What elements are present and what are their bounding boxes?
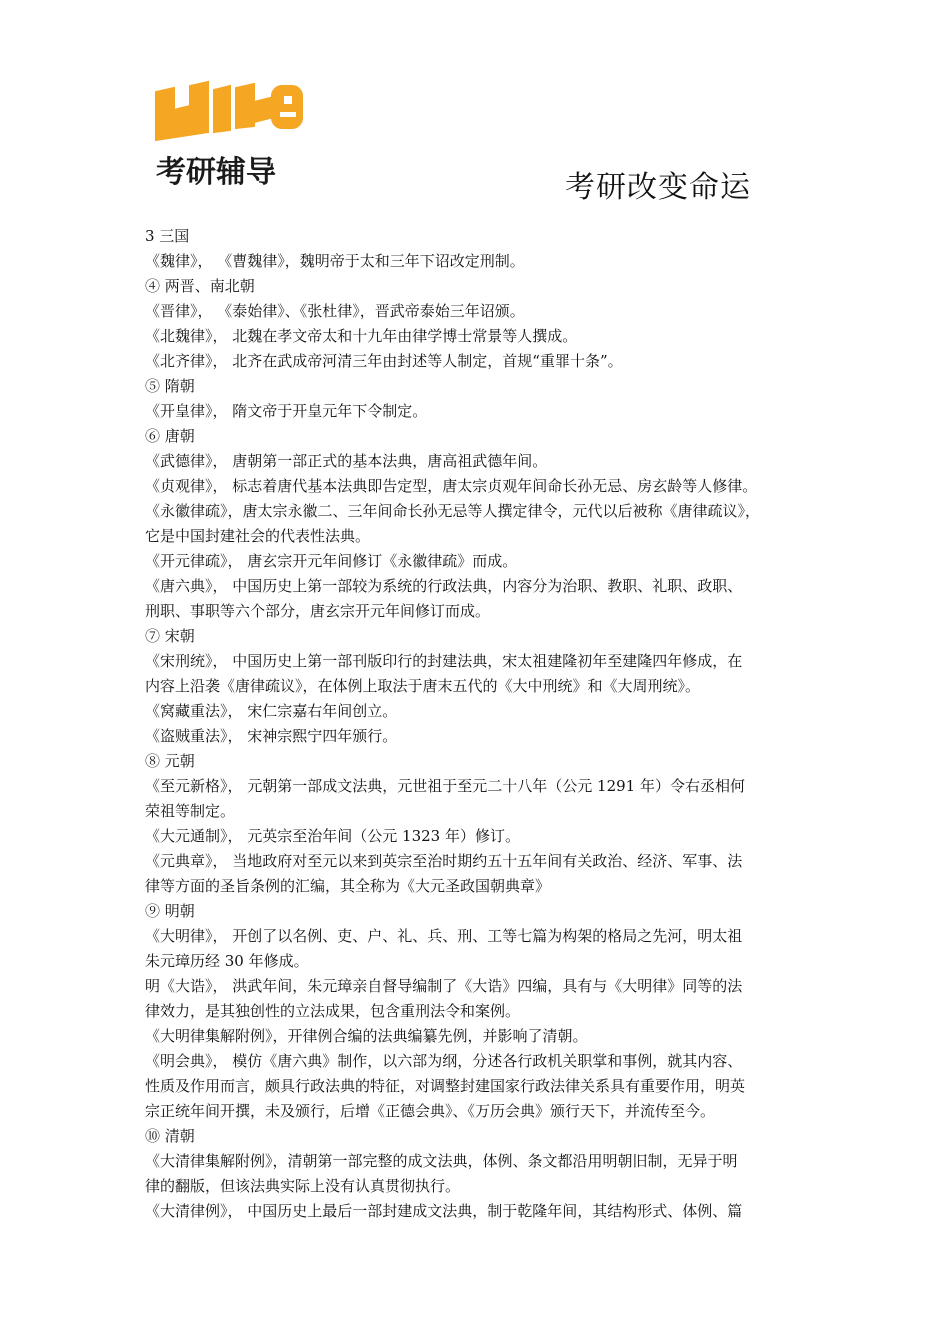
text-line: ④ 两晋、南北朝 bbox=[145, 277, 255, 295]
text-line: 《晋律》， 《泰始律》、《张杜律》，晋武帝泰始三年诏颁。 bbox=[145, 302, 525, 320]
text-line: 它是中国封建社会的代表性法典。 bbox=[145, 527, 371, 545]
text-line: 《武德律》， 唐朝第一部正式的基本法典，唐高祖武德年间。 bbox=[145, 452, 548, 470]
text-line: 《北魏律》， 北魏在孝文帝太和十九年由律学博士常景等人撰成。 bbox=[145, 327, 578, 345]
text-line: 《大明律集解附例》，开律例合编的法典编纂先例，并影响了清朝。 bbox=[145, 1027, 588, 1045]
text-line: ⑨ 明朝 bbox=[145, 902, 195, 920]
kaicheng-logo bbox=[150, 80, 310, 195]
text-line: ⑥ 唐朝 bbox=[145, 427, 195, 445]
text-line: 《窝藏重法》， 宋仁宗嘉右年间创立。 bbox=[145, 702, 398, 720]
text-line: 律等方面的圣旨条例的汇编，其全称为《大元圣政国朝典章》 bbox=[145, 877, 551, 895]
slogan: 考研改变命运 bbox=[565, 170, 751, 205]
text-line: 宗正统年间开撰，未及颁行，后增《正德会典》、《万历会典》颁行天下，并流传至今。 bbox=[145, 1102, 716, 1120]
text-line: 朱元璋历经 30 年修成。 bbox=[145, 952, 309, 970]
text-line: 《至元新格》， 元朝第一部成文法典，元世祖于至元二十八年（公元 1291 年）令右丞相何 bbox=[145, 777, 745, 795]
text-line: 《唐六典》， 中国历史上第一部较为系统的行政法典，内容分为治职、教职、礼职、政职、 bbox=[145, 577, 743, 595]
text-line: 刑职、事职等六个部分，唐玄宗开元年间修订而成。 bbox=[145, 602, 491, 620]
text-line: 《大明律》， 开创了以名例、吏、户、礼、兵、刑、工等七篇为构架的格局之先河，明太祖 bbox=[145, 927, 743, 945]
text-line: 《明会典》， 模仿《唐六典》制作，以六部为纲，分述各行政机关职掌和事例，就其内容、 bbox=[145, 1052, 743, 1070]
text-line: 《开皇律》， 隋文帝于开皇元年下令制定。 bbox=[145, 402, 428, 420]
text-line: 《大清律例》， 中国历史上最后一部封建成文法典，制于乾隆年间，其结构形式、体例、篇 bbox=[145, 1202, 743, 1220]
text-line: ⑦ 宋朝 bbox=[145, 627, 195, 645]
text-line: 《永徽律疏》，唐太宗永徽二、三年间命长孙无忌等人撰定律令，元代以后被称《唐律疏议》， bbox=[145, 502, 761, 520]
text-line: 《盗贼重法》， 宋神宗熙宁四年颁行。 bbox=[145, 727, 398, 745]
logo-graphic bbox=[150, 80, 310, 195]
text-line: 《贞观律》， 标志着唐代基本法典即告定型，唐太宗贞观年间命长孙无忌、房玄龄等人修律。 bbox=[145, 477, 758, 495]
text-line: 律效力，是其独创性的立法成果，包含重刑法令和案例。 bbox=[145, 1002, 521, 1020]
text-line: 《大元通制》， 元英宗至治年间（公元 1323 年）修订。 bbox=[145, 827, 520, 845]
text-line: 《开元律疏》， 唐玄宗开元年间修订《永徽律疏》而成。 bbox=[145, 552, 518, 570]
text-line: 律的翻版，但该法典实际上没有认真贯彻执行。 bbox=[145, 1177, 461, 1195]
text-line: 《魏律》， 《曹魏律》，魏明帝于太和三年下诏改定刑制。 bbox=[145, 252, 525, 270]
text-line: ⑧ 元朝 bbox=[145, 752, 195, 770]
text-line: 《北齐律》， 北齐在武成帝河清三年由封述等人制定，首规“重罪十条”。 bbox=[145, 352, 623, 370]
text-line: 明《大诰》， 洪武年间，朱元璋亲自督导编制了《大诰》四编，具有与《大明律》同等的法 bbox=[145, 977, 743, 995]
text-line: 内容上沿袭《唐律疏议》，在体例上取法于唐末五代的《大中刑统》和《大周刑统》。 bbox=[145, 677, 701, 695]
text-line: 荣祖等制定。 bbox=[145, 802, 236, 820]
text-line: 《元典章》， 当地政府对至元以来到英宗至治时期约五十五年间有关政治、经济、军事、法 bbox=[145, 852, 743, 870]
text-line: ⑩ 清朝 bbox=[145, 1127, 195, 1145]
text-line: 3 三国 bbox=[145, 227, 190, 245]
text-line: 《宋刑统》， 中国历史上第一部刊版印行的封建法典，宋太祖建隆初年至建隆四年修成，在 bbox=[145, 652, 743, 670]
text-line: ⑤ 隋朝 bbox=[145, 377, 195, 395]
text-line: 《大清律集解附例》，清朝第一部完整的成文法典，体例、条文都沿用明朝旧制，无异于明 bbox=[145, 1152, 738, 1170]
document-body bbox=[145, 224, 815, 1224]
text-line: 性质及作用而言，颇具行政法典的特征，对调整封建国家行政法律关系具有重要作用，明英 bbox=[145, 1077, 746, 1095]
logo-subtitle: 考研辅导 bbox=[156, 155, 276, 190]
